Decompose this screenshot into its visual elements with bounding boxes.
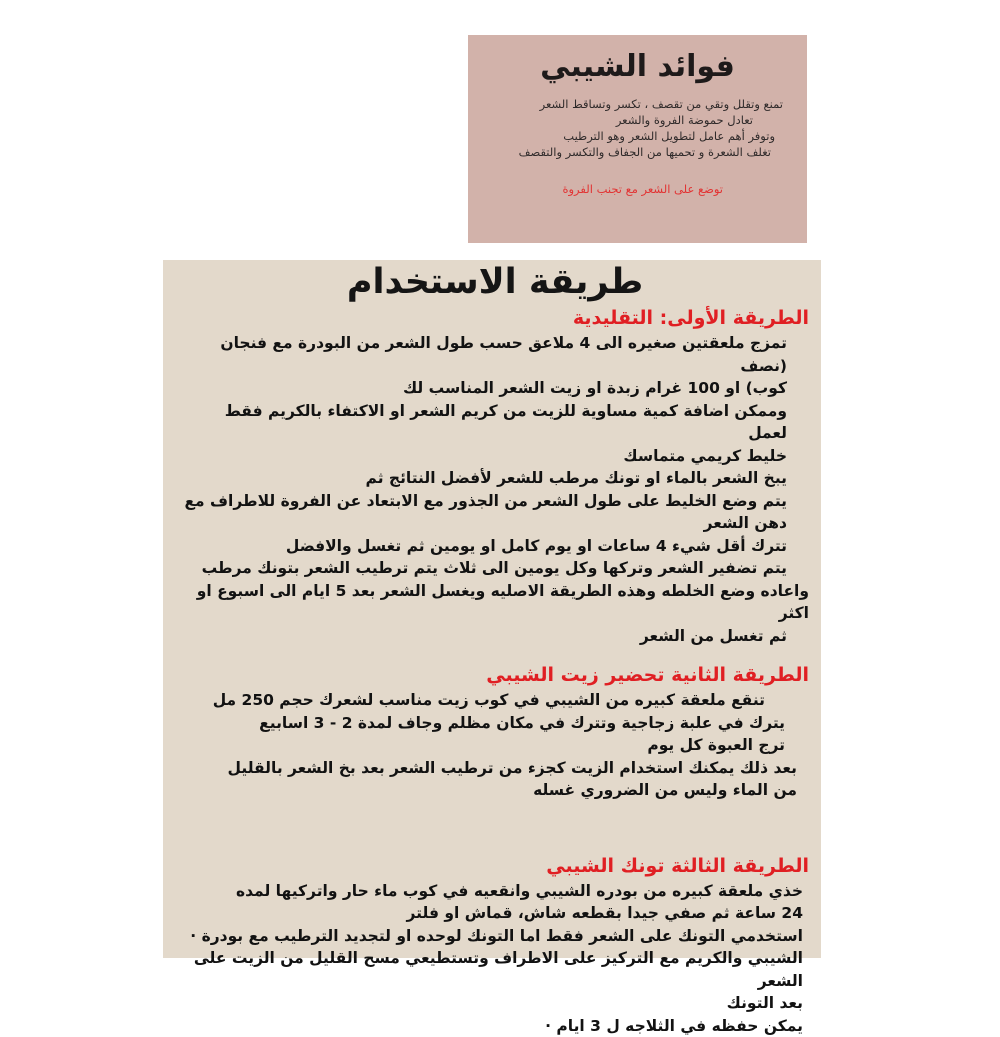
method-one-line: تترك أقل شيء 4 ساعات او يوم كامل او يومين ثم تغسل والافضل [181, 535, 787, 558]
benefit-line: تمنع وتقلل وتقي من تقصف ، تكسر وتساقط الشعر [482, 96, 783, 112]
usage-title: طريقة الاستخدام [181, 262, 809, 302]
method-one-line: دهن الشعر [181, 512, 787, 535]
method-one-line: وممكن اضافة كمية مساوية للزيت من كريم الشعر او الاكتفاء بالكريم فقط لعمل [181, 400, 787, 445]
method-one-heading: الطريقة الأولى: التقليدية [181, 304, 809, 332]
benefit-line: تغلف الشعرة و تحميها من الجفاف والتكسر والتقصف [482, 144, 771, 160]
method-two-heading: الطريقة الثانية تحضير زيت الشيبي [181, 661, 809, 689]
method-one-line: تمزج ملعقتين صغيره الى 4 ملاعق حسب طول الشعر من البودرة مع فنجان (نصف [181, 332, 787, 377]
method-two-section [181, 661, 809, 802]
method-two-line: من الماء وليس من الضروري غسله [181, 779, 797, 802]
method-one-line: يبخ الشعر بالماء او تونك مرطب للشعر لأفضل النتائج ثم [181, 467, 787, 490]
benefits-title: فوائد الشيبي [482, 49, 793, 84]
benefit-line: وتوفر أهم عامل لتطويل الشعر وهو الترطيب [482, 128, 775, 144]
benefit-line: تعادل حموضة الفروة والشعر [482, 112, 753, 128]
method-three-line: استخدمي التونك على الشعر فقط اما التونك لوحده او لتجديد الترطيب مع بودرة · [181, 925, 803, 948]
method-one-line: يتم تضفير الشعر وتركها وكل يومين الى ثلاث يتم ترطيب الشعر بتونك مرطب [181, 557, 787, 580]
method-one-line: يتم وضع الخليط على طول الشعر من الجذور مع الابتعاد عن الفروة للاطراف مع [181, 490, 787, 513]
method-two-line: ترج العبوة كل يوم [181, 734, 785, 757]
method-three-line: 24 ساعة ثم صفي جيدا بقطعه شاش، قماش او فلتر [181, 902, 803, 925]
method-two-line: يترك في علبة زجاجية وتترك في مكان مظلم وجاف لمدة 2 - 3 اسابيع [181, 712, 785, 735]
method-one-section [181, 304, 809, 647]
method-three-line: الشيبي والكريم مع التركيز على الاطراف وتستطيعي مسح القليل من الزيت على الشعر [181, 947, 803, 992]
method-three-heading: الطريقة الثالثة تونك الشيبي [181, 852, 809, 880]
benefits-card [468, 35, 807, 243]
method-one-line: ثم تغسل من الشعر [181, 625, 787, 648]
method-two-line: تنقع ملعقة كبيره من الشيبي في كوب زيت مناسب لشعرك حجم 250 مل [181, 689, 765, 712]
method-two-line: بعد ذلك يمكنك استخدام الزيت كجزء من ترطيب الشعر بعد بخ الشعر بالقليل [181, 757, 797, 780]
method-three-line: بعد التونك [181, 992, 803, 1015]
method-three-line: يمكن حفظه في الثلاجه ل 3 ايام · [181, 1015, 803, 1037]
method-one-line: كوب) او 100 غرام زبدة او زيت الشعر المناسب لك [181, 377, 787, 400]
method-three-line: خذي ملعقة كبيره من بودره الشيبي وانقعيه في كوب ماء حار واتركيها لمده [181, 880, 803, 903]
usage-card [163, 260, 821, 958]
method-one-line: خليط كريمي متماسك [181, 445, 787, 468]
benefits-warning: توضع على الشعر مع تجنب الفروة [482, 182, 723, 196]
method-three-section [181, 852, 809, 1037]
method-one-line: واعاده وضع الخلطه وهذه الطريقة الاصليه ويغسل الشعر بعد 5 ايام الى اسبوع او اكثر [181, 580, 809, 625]
